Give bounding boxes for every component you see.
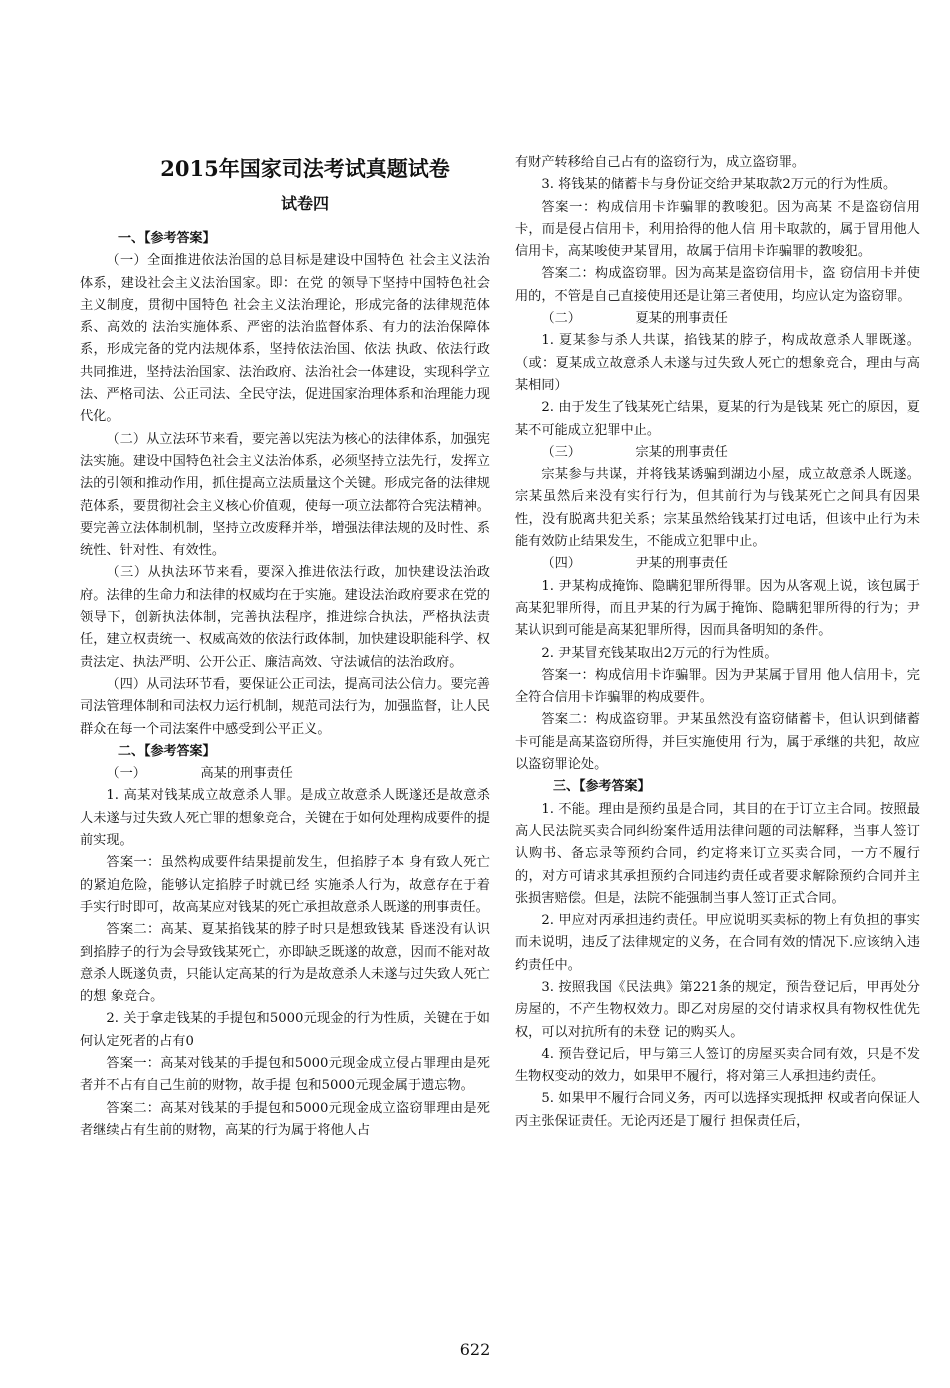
- section-heading-3: 三、【参考答案】: [553, 779, 651, 795]
- paragraph: 答案二：构成盗窃罪。尹某虽然没有盗窃储蓄卡，但认识到储蓄卡可能是高某盗窃所得，并巨实施使用 行为，属于承继的共犯，故应以盗窃罪论处。: [515, 712, 920, 773]
- subheading: （一） 高某的刑事责任: [106, 766, 293, 782]
- section-heading-1: 一、【参考答案】: [118, 231, 216, 246]
- subheading: （四） 尹某的刑事责任: [541, 556, 728, 572]
- paragraph: 5. 如果甲不履行合同义务，丙可以选择实现抵押 权或者向保证人丙主张保证责任。无论丙还是丁履行 担保责任后，: [515, 1091, 920, 1129]
- paragraph: 2. 由于发生了钱某死亡结果，夏某的行为是钱某 死亡的原因，夏某不可能成立犯罪中止。: [515, 400, 920, 438]
- page-title: 2015年国家司法考试真题试卷: [160, 156, 450, 181]
- paragraph: 宗某参与共谋，并将钱某诱骗到湖边小屋，成立故意杀人既遂。宗某虽然后来没有实行行为，但其前行为与钱某死亡之间具有因果性，没有脱离共犯关系；宗某虽然给钱某打过电话，但该中止行为未能有效防止结果发生，不能成立犯罪中止。: [515, 467, 920, 550]
- right-column: [515, 152, 920, 1133]
- paragraph: （一）全面推进依法治国的总目标是建设中国特色 社会主义法治体系，建设社会主义法治国家。即：在党 的领导下坚持中国特色社会主义制度，贯彻中国特色 社会主义法治理论，形成完备的法律规范体系、高效的 法治实施体系、严密的法治监督体系、有力的法治保障体系，形成完备的党内法规体系，坚持依法治国、依法 执政、依法行政共同推进，坚持法治国家、法治政府、法治社会一体建设，实现科学立法、严格司法、公正司法、全民守法，促进国家治理体系和治理能力现代化。: [80, 253, 490, 425]
- subheading: （三） 宗某的刑事责任: [541, 444, 728, 460]
- paragraph: 3. 将钱某的储蓄卡与身份证交给尹某取款2万元的行为性质。: [541, 177, 897, 193]
- paragraph: 答案一：构成信用卡诈骗罪。因为尹某属于冒用 他人信用卡，完全符合信用卡诈骗罪的构成要件。: [515, 667, 920, 706]
- paragraph: （三）从执法环节来看，要深入推进依法行政，加快建设法治政府。法律的生命力和法律的权威均在于实施。建设法治政府要求在党的领导下，创新执法体制，完善执法程序，推进综合执法，严格执法责任，建立权责统一、权威高效的依法行政体制，加快建设职能科学、权责法定、执法严明、公开公正、廉洁高效、守法诚信的法治政府。: [80, 565, 490, 670]
- paragraph: 2. 尹某冒充钱某取出2万元的行为性质。: [541, 645, 778, 661]
- paragraph: 答案二：高某对钱某的手提包和5000元现金成立盗窃罪理由是死者继续占有生前的财物，高某的行为属于将他人占: [80, 1100, 490, 1138]
- paragraph: 答案一：高某对钱某的手提包和5000元现金成立侵占罪理由是死者并不占有自己生前的财物，故手提 包和5000元现金属于遗忘物。: [80, 1055, 490, 1094]
- paragraph: 1. 不能。理由是预约虽是合同，其目的在于订立主合同。按照最高人民法院买卖合同纠纷案件适用法律问题的司法解释，当事人签订认购书、备忘录等预约合同，约定将来订立买卖合同，一方不履行的，对方可请求其承担预约合同违约责任或者要求解除预约合同并主张损害赔偿。但是，法院不能强制当事人签订正式合同。: [515, 801, 920, 906]
- paragraph: 答案二：高某、夏某掐钱某的脖子时只是想致钱某 昏迷没有认识到掐脖子的行为会导致钱某死亡，亦即缺乏既遂的故意，因而不能对故意杀人既遂负责，只能认定高某的行为是故意杀人未遂与过失致人死亡的想 象竞合。: [80, 922, 490, 1005]
- paragraph: 答案一：虽然构成要件结果提前发生，但掐脖子本 身有致人死亡的紧迫危险，能够认定掐脖子时就已经 实施杀人行为，故意存在于着手实行时即可，故高某应对钱某的死亡承担故意杀人既遂的刑事责任。: [80, 855, 490, 915]
- paragraph: 2. 关于拿走钱某的手提包和5000元现金的行为性质，关键在于如何认定死者的占有0: [80, 1011, 490, 1049]
- paragraph: 1. 高某对钱某成立故意杀人罪。是成立故意杀人既遂还是故意杀人未遂与过失致人死亡罪的想象竞合，关键在于如何处理构成要件的提前实现。: [80, 788, 490, 849]
- paragraph: 2. 甲应对丙承担违约责任。甲应说明买卖标的物上有负担的事实而未说明，违反了法律规定的义务，在合同有效的情况下.应该纳入违约责任中。: [515, 913, 920, 973]
- section-heading-2: 二、【参考答案】: [118, 743, 216, 759]
- subheading: （二） 夏某的刑事责任: [541, 311, 728, 327]
- paragraph: 1. 尹某构成掩饰、隐瞒犯罪所得罪。因为从客观上说，该包属于高某犯罪所得，而且尹某的行为属于掩饰、隐瞒犯罪所得的行为；尹某认识到可能是高某犯罪所得，因而具备明知的条件。: [515, 578, 920, 639]
- paragraph: （四）从司法环节看，要保证公正司法，提高司法公信力。要完善司法管理体制和司法权力运行机制，规范司法行为，加强监督，让人民群众在每一个司法案件中感受到公平正义。: [80, 676, 490, 737]
- paragraph: 4. 预告登记后，甲与第三人签订的房屋买卖合同有效，只是不发生物权变动的效力，如果甲不履行，将对第三人承担违约责任。: [515, 1046, 920, 1085]
- page-number: 622: [459, 1340, 491, 1359]
- paragraph: 答案一：构成信用卡诈骗罪的教唆犯。因为高某 不是盗窃信用卡，而是侵占信用卡，利用拾得的他人信 用卡取款的，属于冒用他人信用卡，高某唆使尹某冒用，故属于信用卡诈骗罪的教唆犯。: [515, 199, 920, 260]
- paragraph: 1. 夏某参与杀人共谋，掐钱某的脖子，构成故意杀人罪既遂。（或：夏某成立故意杀人未遂与过失致人死亡的想象竞合，理由与高某相同）: [515, 333, 920, 393]
- left-column: [80, 152, 490, 1142]
- paragraph: 有财产转移给自己占有的盗窃行为，成立盗窃罪。: [515, 155, 806, 170]
- paragraph: 答案二：构成盗窃罪。因为高某是盗窃信用卡，盗 窃信用卡并使用的，不管是自己直接使用还是让第三者使用，均应认定为盗窃罪。: [515, 266, 920, 304]
- page-subtitle: 试卷四: [280, 194, 329, 213]
- paragraph: 3. 按照我国《民法典》第221条的规定，预告登记后，甲再处分房屋的，不产生物权效力。即乙对房屋的交付请求权具有物权性优先权，可以对抗所有的未登 记的购买人。: [515, 979, 920, 1040]
- paragraph: （二）从立法环节来看，要完善以宪法为核心的法律体系，加强宪法实施。建设中国特色社会主义法治体系，必须坚持立法先行，发挥立法的引领和推动作用，抓住提高立法质量这个关键。形成完备的法律规范体系，要贯彻社会主义核心价值观，使每一项立法都符合宪法精神。要完善立法体制机制，坚持立改废释并举，增强法律法规的及时性、系统性、针对性、有效性。: [80, 431, 490, 559]
